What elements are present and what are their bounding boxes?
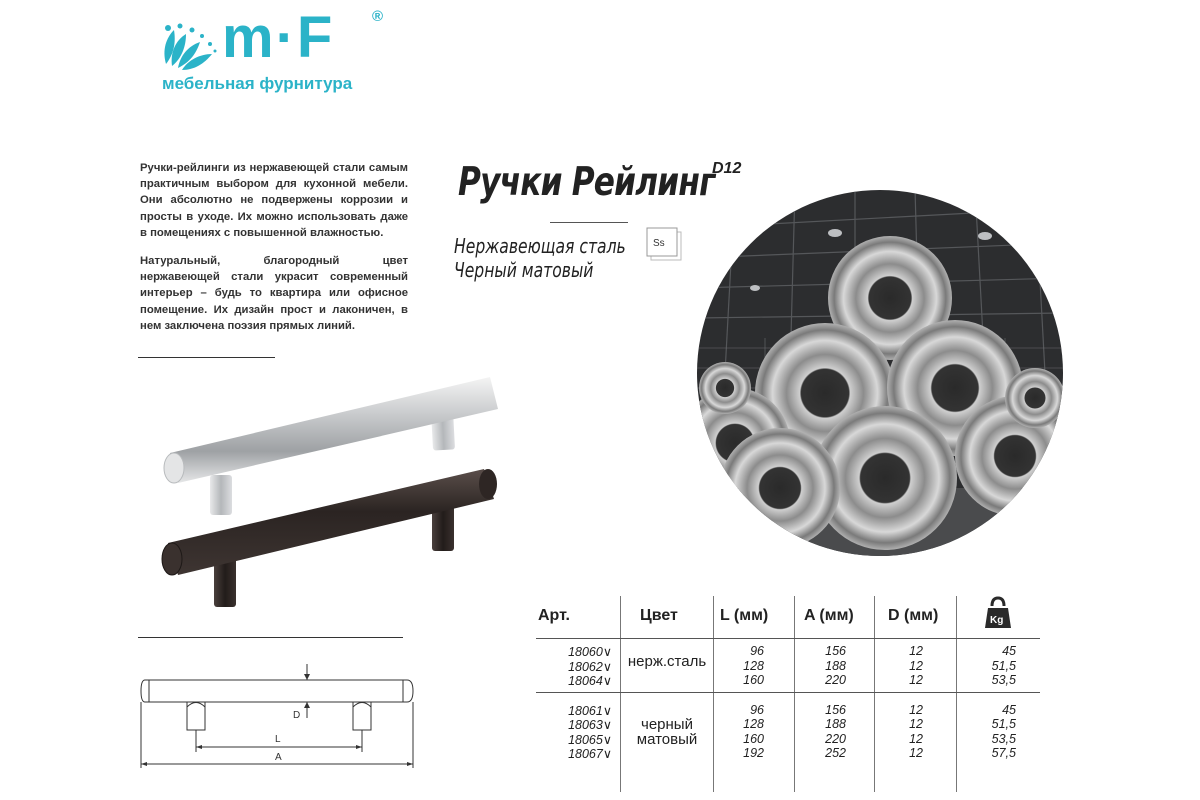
cell-article: 18060∨ (568, 645, 612, 659)
cell-article: 18063∨ (568, 718, 612, 732)
column-divider (620, 596, 621, 792)
table-row (536, 703, 1040, 718)
dimension-a-label: A (275, 752, 282, 763)
header-diameter: D (мм) (888, 607, 939, 624)
product-description (140, 160, 408, 346)
logo-wordmark: m·F (222, 5, 335, 70)
cell-weight: 53,5 (991, 731, 1016, 746)
technical-drawing (135, 660, 420, 775)
steel-coils-photo (695, 188, 1065, 558)
dimension-l-label: L (275, 734, 281, 745)
column-divider (713, 596, 714, 792)
cell-weight: 51,5 (991, 717, 1016, 731)
cell-diameter: 12 (909, 673, 923, 687)
drawing-divider (138, 637, 403, 638)
group-black (536, 703, 1040, 761)
cell-diameter: 12 (909, 746, 923, 760)
description-paragraph-2: Натуральный, благородный цвет нержавеющей стали украсит современный интерьер – будь то квартира или офисное помещение. Их дизайн прост и лаконичен, в нем заключена поэзия прямых линий. (140, 255, 408, 332)
group-color-black-line1: черный (641, 715, 693, 733)
cell-weight: 57,5 (991, 746, 1016, 760)
cell-length: 128 (743, 717, 764, 731)
cell-length: 96 (750, 702, 764, 717)
table-row (536, 659, 1040, 674)
divider (138, 357, 275, 358)
product-title: Ручки Рейлинг (458, 160, 715, 205)
cell-length: 192 (743, 746, 764, 760)
cell-spacing: 188 (825, 717, 846, 731)
cell-spacing: 156 (825, 644, 846, 658)
cell-spacing: 188 (825, 658, 846, 673)
column-divider (874, 596, 875, 792)
cell-diameter: 12 (909, 702, 923, 717)
cell-article: 18064∨ (568, 674, 612, 688)
cell-article: 18062∨ (568, 659, 612, 674)
cell-length: 96 (750, 644, 764, 658)
registered-mark: ® (372, 8, 384, 25)
badge-text: Ss (653, 238, 665, 249)
cell-article: 18061∨ (568, 703, 612, 718)
header-article: Арт. (538, 607, 570, 624)
product-material: Нержавеющая сталь (454, 234, 626, 258)
logo-tagline: мебельная фурнитура (162, 74, 353, 93)
product-finish: Черный матовый (454, 258, 594, 282)
table-row (536, 746, 1040, 761)
header-spacing: A (мм) (804, 607, 854, 624)
column-divider (956, 596, 957, 792)
dimension-d-label: D (293, 710, 301, 721)
specifications-table (536, 590, 1040, 761)
cell-diameter: 12 (909, 731, 923, 746)
cell-weight: 45 (1002, 644, 1016, 658)
header-length: L (мм) (720, 607, 769, 624)
cell-weight: 51,5 (991, 658, 1016, 673)
cell-article: 18067∨ (568, 747, 612, 761)
cell-diameter: 12 (909, 658, 923, 673)
table-header (536, 590, 1040, 638)
brand-logo (160, 5, 400, 98)
description-paragraph-1: Ручки-рейлинги из нержавеющей стали самым практичным выбором для кухонной мебели. Они абсолютно не подвержены коррозии и просты в уходе. Их можно использовать даже в помещениях с повышенной влажностью. (140, 162, 408, 239)
table-row (536, 644, 1040, 659)
cell-length: 160 (743, 731, 764, 746)
header-color: Цвет (640, 607, 678, 624)
group-rule (536, 692, 1040, 693)
cell-spacing: 252 (825, 746, 846, 760)
cell-diameter: 12 (909, 717, 923, 731)
cell-article: 18065∨ (568, 732, 612, 747)
kettlebell-kg-icon (984, 596, 1012, 630)
stainless-steel-badge-icon (645, 226, 685, 262)
flower-logo-icon (160, 20, 220, 72)
cell-spacing: 220 (825, 673, 846, 687)
column-divider (794, 596, 795, 792)
title-divider (550, 222, 628, 223)
cell-weight: 45 (1002, 702, 1016, 717)
cell-weight: 53,5 (991, 673, 1016, 687)
cell-spacing: 220 (825, 731, 846, 746)
cell-spacing: 156 (825, 702, 846, 717)
table-row (536, 673, 1040, 688)
cell-length: 160 (743, 673, 764, 687)
table-row (536, 717, 1040, 732)
product-title-suffix: D12 (712, 160, 742, 177)
cell-diameter: 12 (909, 644, 923, 658)
group-color-black-line2: матовый (636, 730, 698, 748)
group-stainless (536, 644, 1040, 688)
handles-product-photo (150, 365, 510, 615)
group-color-stainless: нерж.сталь (627, 653, 707, 670)
cell-length: 128 (743, 658, 764, 673)
table-row (536, 732, 1040, 747)
weight-label: Kg (990, 615, 1004, 626)
header-rule (536, 638, 1040, 639)
